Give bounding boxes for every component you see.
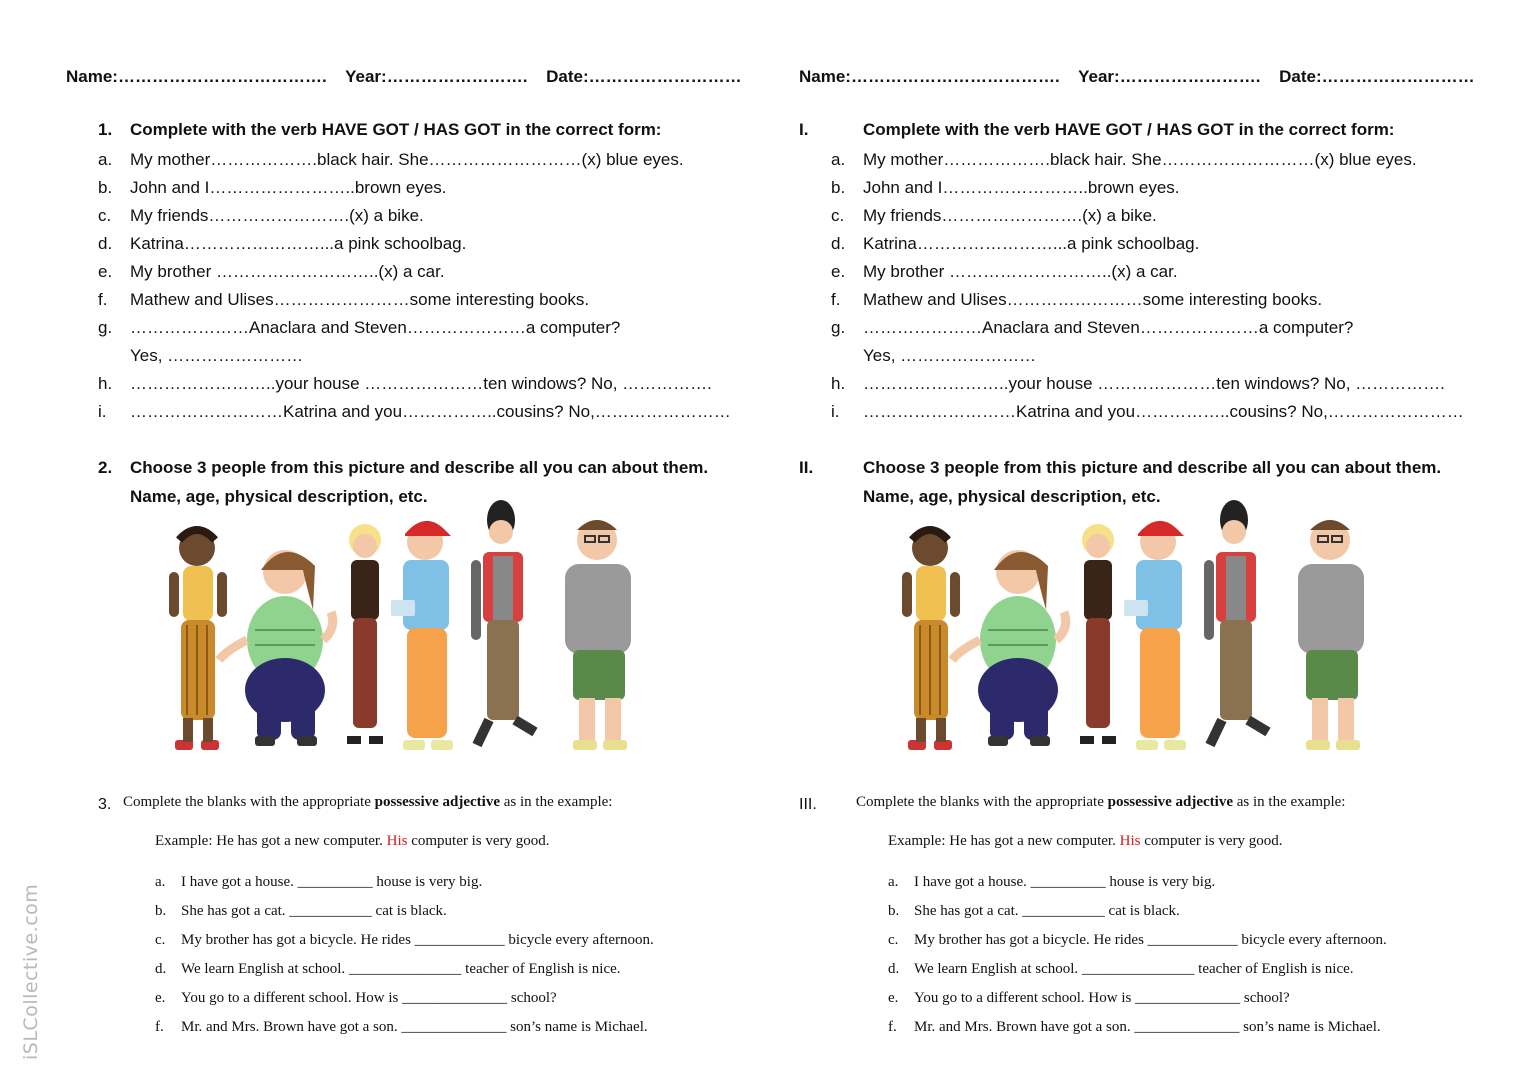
worksheet-left: Name:………………………………. Year:……………………. Date:……………………… 1. Complete with the verb HAVE GOT / HAS GOT in the correct form: a. My mother……………….black hair. She………………………(x) blue eyes. b. John and I……………………..brown eyes. c. My friends…………………….(x) a bike. d. Katrina……………………...a pink schoolbag. e. My brother ………………………..(x) a car. f. Mathew and Ulises……………………some interesting books. g. …………………Anaclara and Steven…………………a computer? Yes, …………………… h. ……………………..your house …………………ten windows? No, ……………. i. ………………………Katrina and you……………..cousins? No,…………………… 2. Choose 3 people from this picture and describe all you can about them. Name, age, physical description, etc. 3. Complete the blanks with the appropriate possessive adjective as in the example: Example: He has got a new computer. His computer is very good. a. I have got a house. __________ house is very big. b. She has got a cat. ___________ cat is black. c. My brother has got a bicycle. He rides ____________ bicycle every afternoon. d. We learn English at school. _______________ teacher of English is nice. e. You go to a different school. How is ______________ school? f. Mr. and Mrs. Brown have got a son. ______________ son’s name is Michael. (0, 0, 766, 1083)
section-2-subtitle: Name, age, physical description, etc. (863, 487, 1161, 506)
section-2-title: Choose 3 people from this picture and describe all you can about them. (863, 458, 1442, 477)
people-illustration (888, 495, 1388, 765)
section-1-title: Complete with the verb HAVE GOT / HAS GOT in the correct form: (863, 120, 1395, 139)
date-field[interactable]: Date:……………………… (546, 67, 742, 86)
year-field[interactable]: Year:……………………. (345, 67, 528, 86)
name-field[interactable]: Name:………………………………. (799, 67, 1060, 86)
section-2-number: II. (799, 458, 814, 477)
section-2-number: 2. (98, 458, 113, 477)
section-3-example: Example: He has got a new computer. His computer is very good. (155, 833, 550, 849)
name-field[interactable]: Name:………………………………. (66, 67, 327, 86)
header-fields (799, 67, 1489, 87)
watermark: iSLCollective.com (20, 883, 42, 1060)
section-2-title: Choose 3 people from this picture and describe all you can about them. (130, 458, 709, 477)
section-3-number: III. (799, 796, 817, 813)
section-3-example: Example: He has got a new computer. His computer is very good. (888, 833, 1283, 849)
people-illustration (155, 495, 655, 765)
year-field[interactable]: Year:……………………. (1078, 67, 1261, 86)
section-3-title: Complete the blanks with the appropriate possessive adjective as in the example: (123, 794, 613, 810)
header-fields (66, 67, 756, 87)
section-3-number: 3. (98, 796, 112, 813)
date-field[interactable]: Date:……………………… (1279, 67, 1475, 86)
section-1-number: I. (799, 120, 809, 139)
section-2-subtitle: Name, age, physical description, etc. (130, 487, 428, 506)
section-1-number: 1. (98, 120, 113, 139)
section-1-title: Complete with the verb HAVE GOT / HAS GOT in the correct form: (130, 120, 662, 139)
worksheet-right: Name:………………………………. Year:……………………. Date:……………………… I. Complete with the verb HAVE GOT / HAS GOT in the correct form: a. My mother……………….black hair. She………………………(x) blue eyes. b. John and I……………………..brown eyes. c. My friends…………………….(x) a bike. d. Katrina……………………...a pink schoolbag. e. My brother ………………………..(x) a car. f. Mathew and Ulises……………………some interesting books. g. …………………Anaclara and Steven…………………a computer? Yes, …………………… h. ……………………..your house …………………ten windows? No, ……………. i. ………………………Katrina and you……………..cousins? No,…………………… II. Choose 3 people from this picture and describe all you can about them. Name, age, physical description, etc. III. Complete the blanks with the appropriate possessive adjective as in the example: Example: He has got a new computer. His computer is very good. a. I have got a house. __________ house is very big. b. She has got a cat. ___________ cat is black. c. My brother has got a bicycle. He rides ____________ bicycle every afternoon. d. We learn English at school. _______________ teacher of English is nice. e. You go to a different school. How is ______________ school? f. Mr. and Mrs. Brown have got a son. ______________ son’s name is Michael. (733, 0, 1499, 1083)
section-3-title: Complete the blanks with the appropriate possessive adjective as in the example: (856, 794, 1346, 810)
